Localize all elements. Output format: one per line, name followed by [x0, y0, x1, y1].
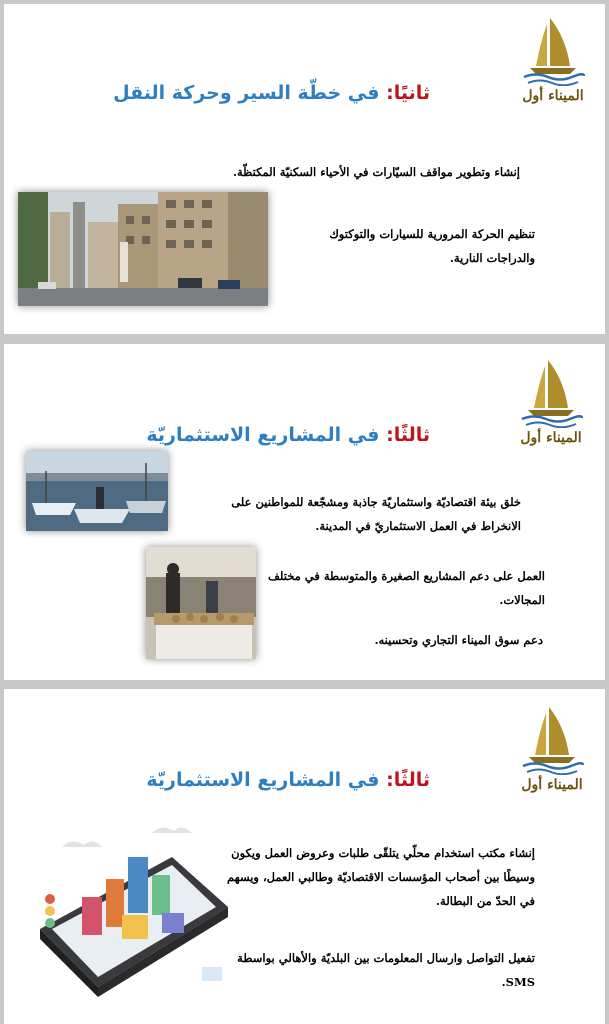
heading-ordinal: ثانيًا:	[386, 82, 430, 104]
bullet-text: إنشاء وتطوير مواقف السيّارات في الأحياء السكنيّة المكتظّة.	[233, 165, 520, 179]
heading-title: في المشاريع الاستثماريّة	[146, 769, 380, 791]
harbor-photo	[26, 451, 168, 531]
logo-text: الميناء أول	[520, 430, 582, 446]
bullet-text: دعم سوق الميناء التجاري وتحسينه.	[374, 633, 543, 647]
heading-ordinal: ثالثًا:	[386, 424, 430, 446]
mina-logo	[519, 703, 585, 793]
heading-title: في خطّة السير وحركة النقل	[113, 82, 380, 104]
slide-heading	[146, 424, 430, 446]
bullet-text: تنظيم الحركة المرورية للسيارات والتوكتوك والدراجات النارية.	[329, 227, 535, 265]
heading-ordinal: ثالثًا:	[386, 769, 430, 791]
bullet-text: خلق بيئة اقتصاديّة واستثماريّة جاذبة ومشجّعة للمواطنين على الانخراط في العمل الاستثماريّ في المدينة.	[231, 495, 521, 533]
sailboat-logo-icon	[520, 14, 586, 86]
slide-traffic-plan	[4, 4, 605, 334]
logo-text: الميناء أول	[521, 777, 583, 793]
slide-heading	[113, 82, 430, 104]
smart-city-illustration	[32, 817, 236, 1007]
bullet-text: إنشاء مكتب استخدام محلّي يتلقّى طلبات وعروض العمل ويكون وسيطًا بين أصحاب المؤسسات الاقتصاديّة وطالبي العمل، ويسهم في الحدّ من البطالة.	[226, 846, 535, 908]
bullet-text: تفعيل التواصل وارسال المعلومات بين البلديّة والأهالي بواسطة SMS.	[237, 951, 535, 989]
mina-logo	[518, 356, 584, 446]
heading-title: في المشاريع الاستثماريّة	[146, 424, 380, 446]
slide-investment-projects-2	[4, 689, 605, 1024]
logo-text: الميناء أول	[522, 88, 584, 104]
sailboat-logo-icon	[518, 356, 584, 428]
market-photo	[146, 547, 256, 659]
sailboat-logo-icon	[519, 703, 585, 775]
slide-investment-projects	[4, 344, 605, 680]
bullet-text: العمل على دعم المشاريع الصغيرة والمتوسطة في مختلف المجالات.	[268, 569, 545, 607]
mina-logo	[520, 14, 586, 104]
slide-heading	[146, 769, 430, 791]
street-photo	[18, 192, 268, 306]
